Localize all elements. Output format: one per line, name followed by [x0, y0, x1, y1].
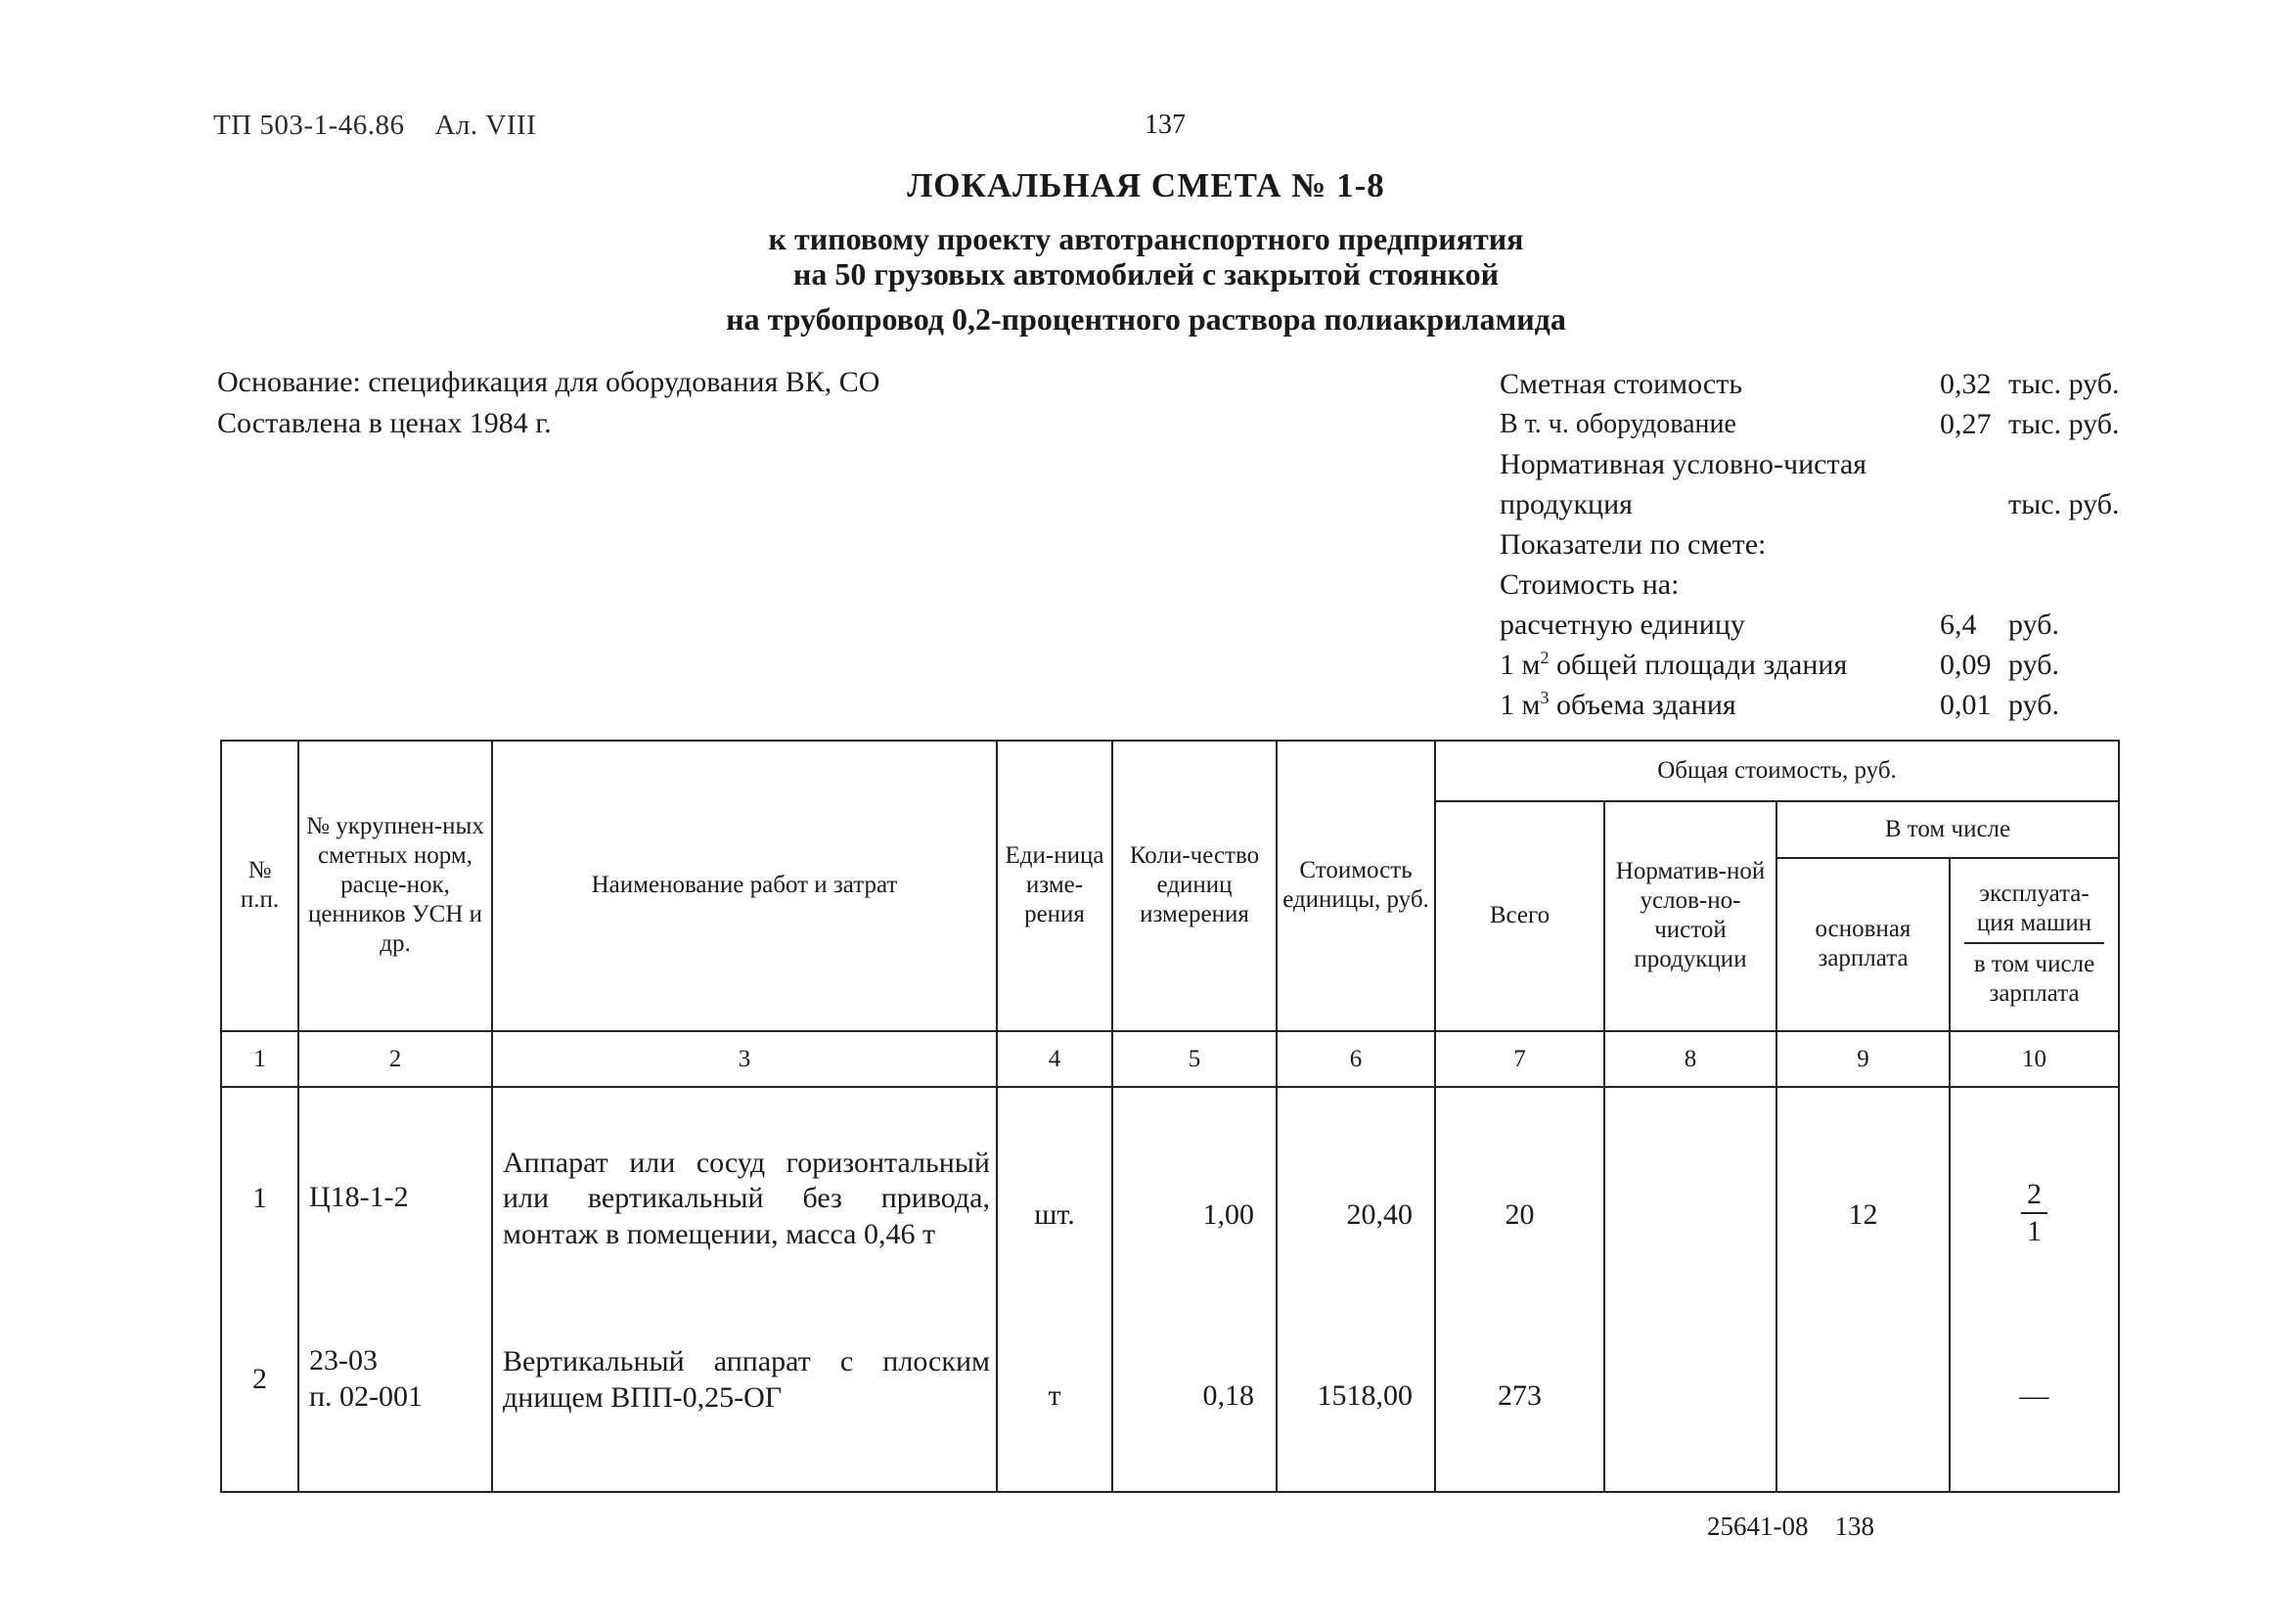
header-col-4: Еди-ница изме-рения — [997, 741, 1112, 1031]
header-col-8: Норматив-ной услов-но-чистой продукции — [1604, 801, 1776, 1031]
header-col-6: Стоимость единицы, руб. — [1277, 741, 1435, 1031]
page-number: 137 — [1145, 110, 1186, 140]
cost-summary — [1500, 364, 2126, 725]
subtitle-line-3: на трубопровод 0,2-процентного раствора полиакриламида — [726, 301, 1566, 337]
table-row: 1 Ц18-1-2 Аппарат или сосуд горизонтальный или вертикальный без привода, монтаж в помещении, масса 0,46 т шт. 1,00 20,40 20 12 $\frac{2}{1}$ — [221, 1087, 2119, 1261]
summary-indicators-heading: Показатели по смете: — [1500, 528, 1767, 561]
summary-cost-per-heading: Стоимость на: — [1500, 568, 1680, 601]
price-level-line: Составлена в ценах 1984 г. — [217, 407, 552, 439]
header-col-1: № п.п. — [221, 741, 298, 1031]
summary-row-net-production: Нормативная условно-чистая продукция тыс. руб. — [1500, 448, 2120, 520]
summary-row-estimated-cost: Сметная стоимость 0,32 тыс. руб. — [1500, 368, 2120, 400]
subtitle-line-1: к типовому проекту автотранспортного предприятия — [768, 221, 1524, 256]
summary-row-equipment: В т. ч. оборудование 0,27 тыс. руб. — [1500, 408, 2120, 440]
document-code: ТП 503-1-46.86 Ал. VIII — [213, 110, 537, 141]
machines-fraction: $\frac{2}{1}$ — [1950, 1087, 2119, 1261]
header-total-cost-group: Общая стоимость, руб. — [1435, 741, 2119, 801]
footer-code: 25641-08 138 — [1707, 1511, 1874, 1541]
basis-line: Основание: спецификация для оборудования ВК, СО — [217, 366, 880, 398]
document-title: ЛОКАЛЬНАЯ СМЕТА № 1-8 — [907, 166, 1385, 204]
column-number-row: 1 2 3 4 5 6 7 8 9 10 — [221, 1031, 2119, 1087]
header-including-group: В том числе — [1776, 801, 2119, 858]
header-col-2: № укрупнен-ных сметных норм, расце-нок, ценников УСН и др. — [298, 741, 492, 1031]
header-col-7: Всего — [1435, 801, 1604, 1031]
estimate-table — [220, 740, 2120, 1493]
header-col-9: основная зарплата — [1776, 858, 1950, 1031]
header-col-3: Наименование работ и затрат — [492, 741, 997, 1031]
header-col-10: эксплуата-ция машин в том числе зарплата — [1950, 858, 2119, 1031]
header-col-5: Коли-чество единиц измерения — [1112, 741, 1277, 1031]
summary-row-per-unit: расчетную единицу 6,4 руб. — [1500, 609, 2059, 641]
table-row: 2 23-03 п. 02-001 Вертикальный аппарат с плоским днищем ВПП-0,25-ОГ т 0,18 1518,00 273 — — [221, 1261, 2119, 1492]
summary-row-per-area: 1 $м^2$ общей площади здания 0,09 руб. — [1500, 648, 2059, 681]
summary-row-per-volume: 1 $м^3$ объема здания 0,01 руб. — [1500, 688, 2059, 721]
subtitle-line-2: на 50 грузовых автомобилей с закрытой стоянкой — [792, 256, 1500, 292]
